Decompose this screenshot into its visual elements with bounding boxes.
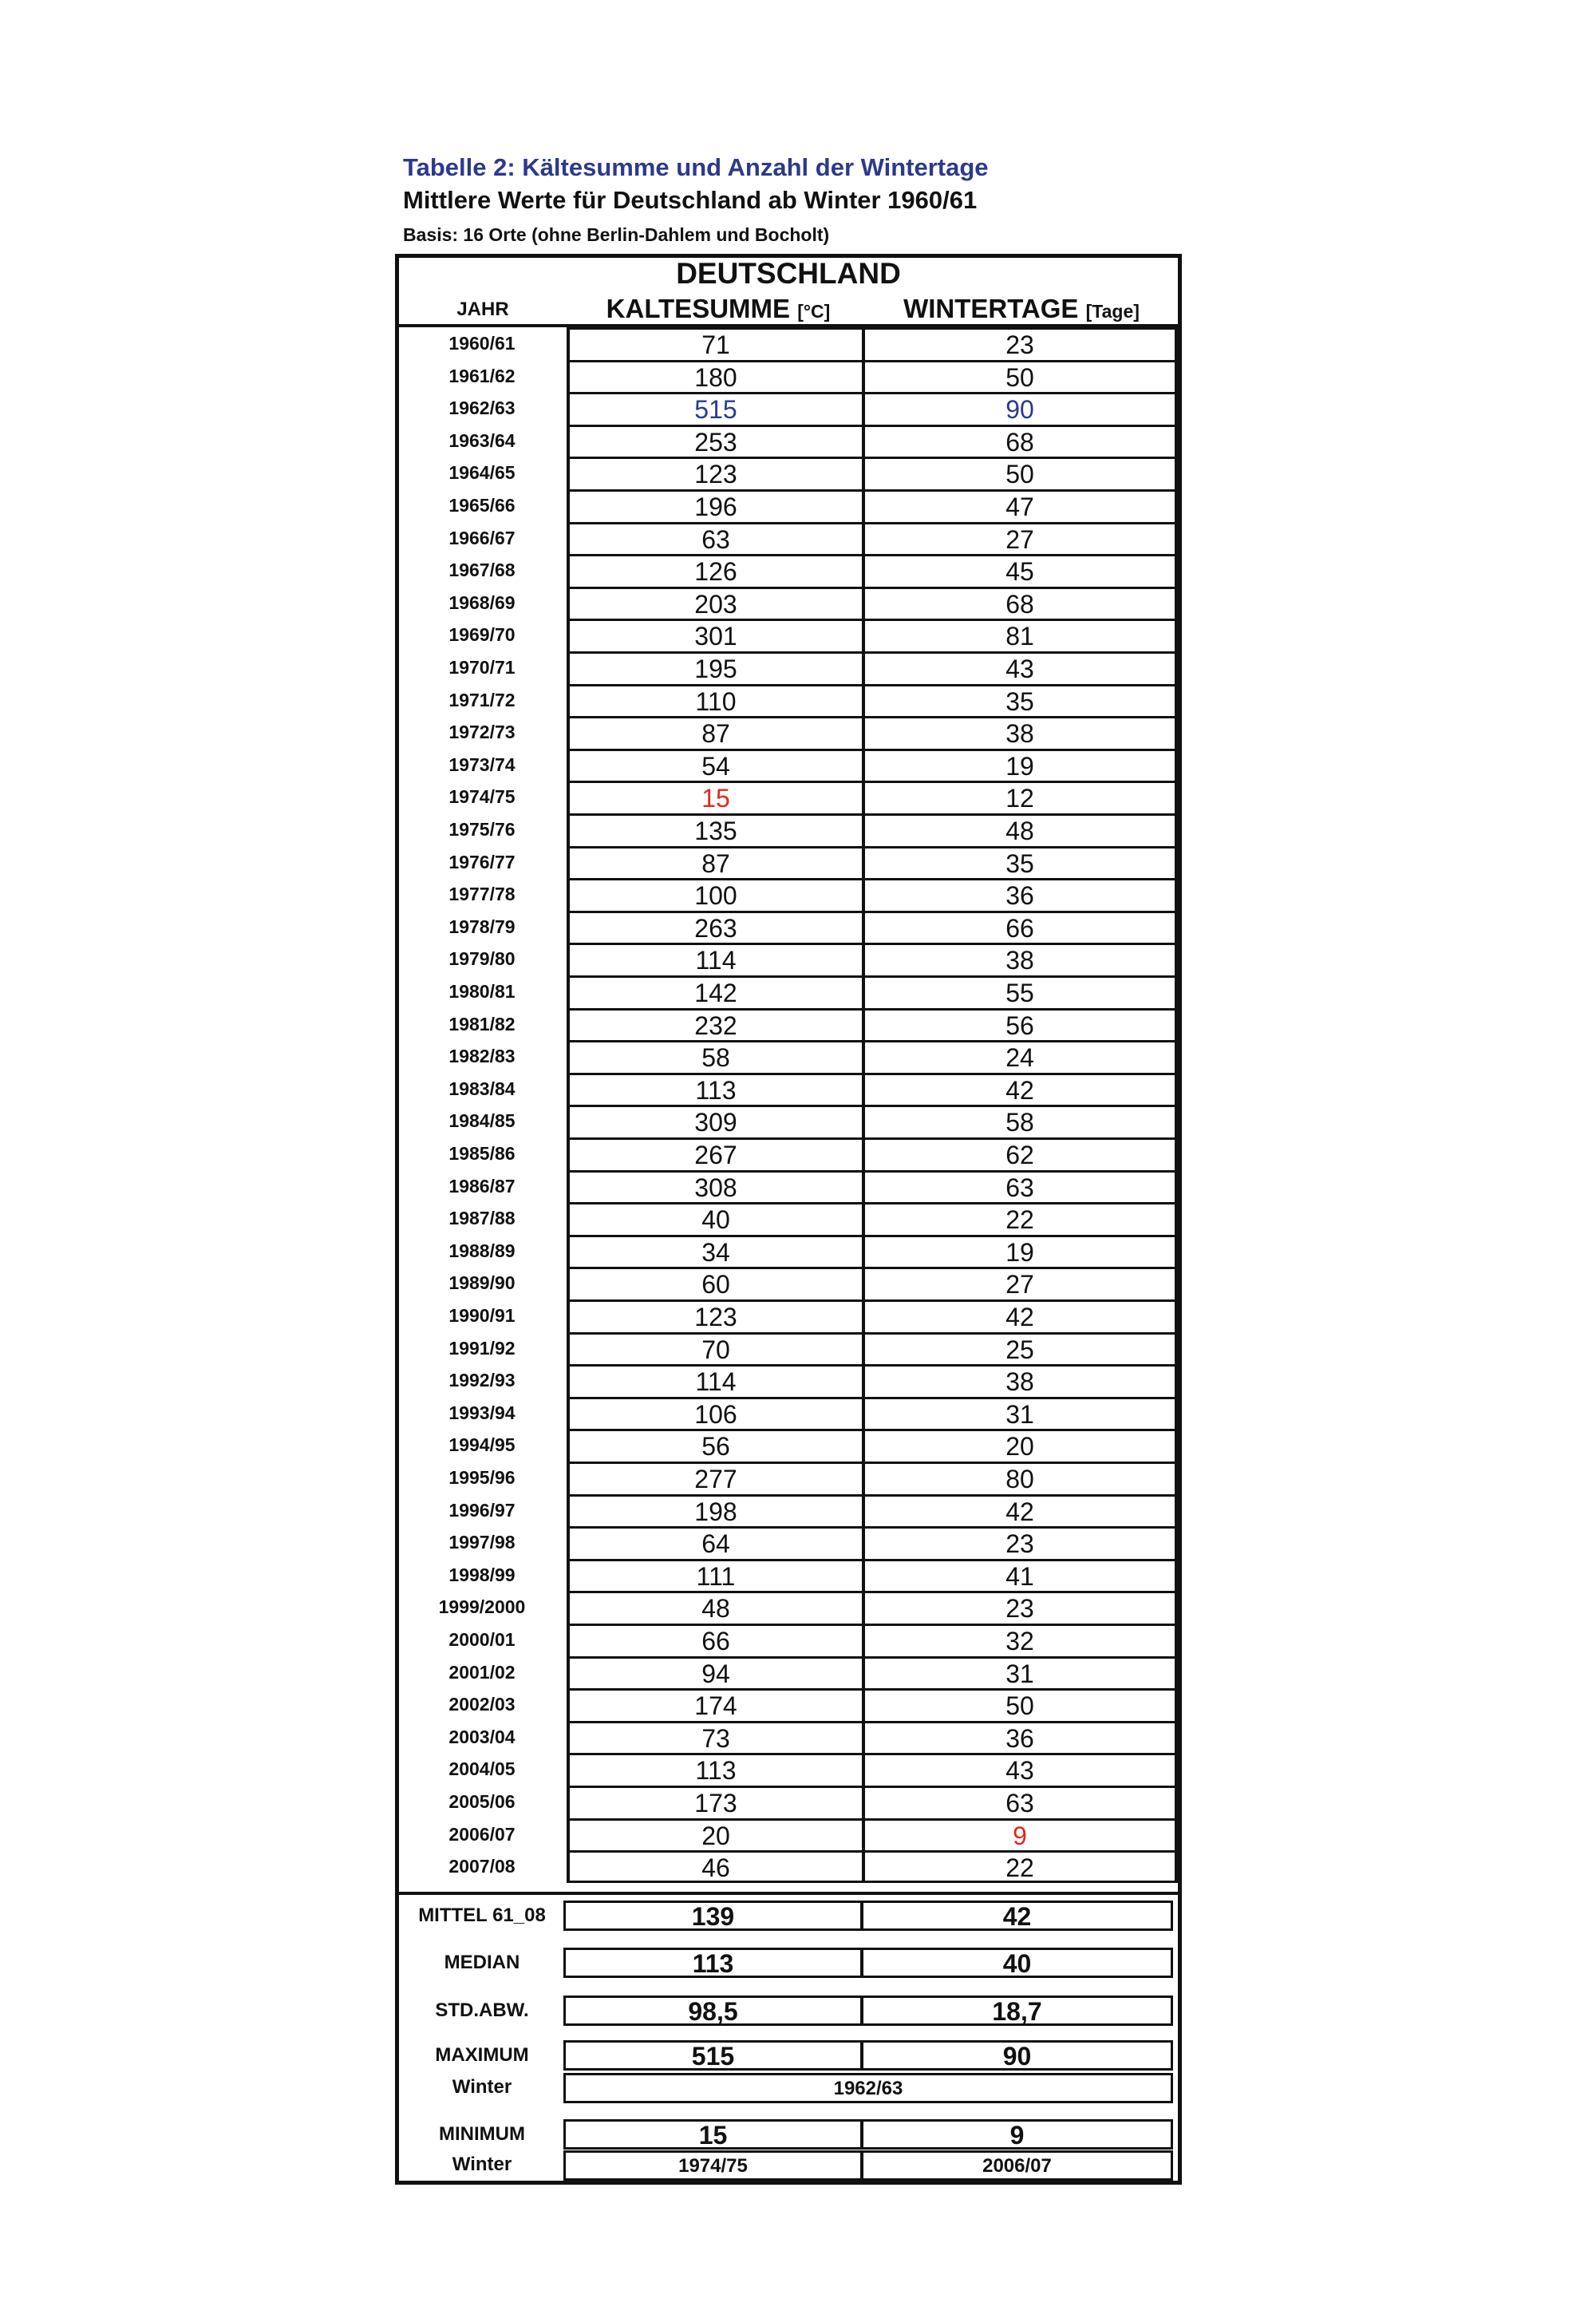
table-row: [399, 522, 1178, 555]
cell-kaltesumme: 70: [567, 1332, 863, 1365]
cell-wintertage: 19: [863, 1235, 1178, 1268]
cell-kaltesumme: 263: [567, 911, 863, 943]
cell-kaltesumme: 113: [567, 1753, 863, 1786]
cell-wintertage: 68: [863, 425, 1178, 457]
stat-label-std: STD.ABW.: [435, 1999, 529, 2021]
cell-kaltesumme: 174: [567, 1688, 863, 1721]
column-header-year: JAHR: [456, 299, 509, 320]
cell-wintertage: 41: [863, 1559, 1178, 1592]
stat-label-maximum: MAXIMUM: [435, 2044, 529, 2066]
cell-wintertage: 68: [863, 587, 1178, 619]
table-row: [399, 1559, 1178, 1592]
table-basis-note: Basis: 16 Orte (ohne Berlin-Dahlem und Bocholt): [403, 224, 830, 245]
cell-year: 1989/90: [448, 1272, 516, 1294]
stat-label-min-winter: Winter: [452, 2154, 512, 2175]
cell-wintertage: 23: [863, 1591, 1178, 1624]
cell-year: 1973/74: [448, 754, 516, 775]
cell-wintertage: 80: [863, 1462, 1178, 1494]
table-row: [399, 1073, 1178, 1106]
cell-kaltesumme: 267: [567, 1137, 863, 1170]
table-row: [399, 1364, 1178, 1397]
cell-kaltesumme: 71: [567, 327, 863, 360]
cell-wintertage: 36: [863, 878, 1178, 911]
cell-year: 1995/96: [448, 1467, 516, 1488]
column-header-wintertage: [870, 294, 1173, 324]
stat-max-wintertage: 90: [862, 2040, 1173, 2071]
table-row: [399, 1105, 1178, 1137]
stat-mittel-wintertage: 42: [862, 1901, 1173, 1931]
cell-kaltesumme: 232: [567, 1008, 863, 1041]
cell-wintertage: 31: [863, 1397, 1178, 1430]
cell-year: 2002/03: [448, 1694, 516, 1715]
cell-wintertage: 38: [863, 1364, 1178, 1397]
table-row: [399, 1462, 1178, 1494]
cell-kaltesumme: 48: [567, 1591, 863, 1624]
cell-wintertage: 56: [863, 1008, 1178, 1041]
column-header-wintertage-label: WINTERTAGE: [903, 294, 1079, 323]
stat-min-wintertage-year: 2006/07: [862, 2150, 1173, 2181]
cell-kaltesumme: 20: [567, 1818, 863, 1851]
table-row: [399, 425, 1178, 457]
table-row: [399, 975, 1178, 1008]
table-row: [399, 1591, 1178, 1624]
cell-wintertage: 38: [863, 716, 1178, 749]
column-header-kaltesumme-unit: [°C]: [797, 301, 831, 322]
cell-year: 1970/71: [448, 657, 516, 678]
table-row: [399, 1721, 1178, 1754]
cell-kaltesumme: 111: [567, 1559, 863, 1592]
cell-wintertage: 42: [863, 1073, 1178, 1106]
cell-wintertage: 43: [863, 651, 1178, 684]
cell-kaltesumme: 58: [567, 1040, 863, 1073]
cell-year: 1983/84: [448, 1078, 516, 1099]
cell-year: 1979/80: [448, 948, 516, 970]
cell-wintertage: 38: [863, 943, 1178, 975]
cell-kaltesumme: 253: [567, 425, 863, 457]
cell-year: 1965/66: [448, 495, 516, 516]
cell-kaltesumme: 277: [567, 1462, 863, 1494]
cell-wintertage: 35: [863, 684, 1178, 717]
cell-wintertage: 23: [863, 1526, 1178, 1559]
cell-year: 1999/2000: [438, 1596, 526, 1618]
cell-wintertage: 25: [863, 1332, 1178, 1365]
cell-wintertage: 66: [863, 911, 1178, 943]
stat-mittel-kaltesumme: 139: [563, 1901, 862, 1931]
table-row: [399, 1688, 1178, 1721]
cell-wintertage: 63: [863, 1170, 1178, 1203]
cell-year: 1963/64: [448, 429, 516, 451]
cell-wintertage: 20: [863, 1429, 1178, 1462]
table-row: [399, 327, 1178, 360]
stats-divider: [395, 1892, 1182, 1895]
cell-kaltesumme: 94: [567, 1656, 863, 1689]
table-row: [399, 781, 1178, 813]
cell-year: 1975/76: [448, 819, 516, 840]
cell-wintertage: 47: [863, 489, 1178, 522]
cell-year: 1992/93: [448, 1370, 516, 1391]
table-row: [399, 684, 1178, 717]
table-row: [399, 360, 1178, 393]
cell-wintertage: 24: [863, 1040, 1178, 1073]
table-row: [399, 1235, 1178, 1268]
cell-kaltesumme: 110: [567, 684, 863, 717]
cell-kaltesumme: 301: [567, 619, 863, 651]
stat-max-kaltesumme: 515: [563, 2040, 862, 2071]
stat-min-kaltesumme: 15: [563, 2119, 862, 2150]
cell-year: 1971/72: [448, 689, 516, 710]
stat-min-kaltesumme-year: 1974/75: [563, 2150, 862, 2181]
cell-kaltesumme: 123: [567, 1299, 863, 1332]
cell-kaltesumme: 100: [567, 878, 863, 911]
stat-label-mittel: MITTEL 61_08: [418, 1905, 546, 1926]
cell-kaltesumme: 203: [567, 587, 863, 619]
table-row: [399, 911, 1178, 943]
cell-year: 1986/87: [448, 1175, 516, 1197]
cell-year: 1968/69: [448, 591, 516, 613]
cell-kaltesumme: 113: [567, 1073, 863, 1106]
stat-median-wintertage: 40: [862, 1948, 1173, 1978]
cell-kaltesumme: 15: [567, 781, 863, 813]
table-row: [399, 1299, 1178, 1332]
cell-year: 1977/78: [448, 884, 516, 905]
cell-kaltesumme: 198: [567, 1494, 863, 1527]
cell-kaltesumme: 515: [567, 392, 863, 425]
table-row: [399, 457, 1178, 489]
cell-kaltesumme: 135: [567, 813, 863, 846]
cell-kaltesumme: 87: [567, 716, 863, 749]
table-title: Tabelle 2: Kältesumme und Anzahl der Wintertage: [403, 153, 989, 181]
cell-kaltesumme: 64: [567, 1526, 863, 1559]
cell-wintertage: 22: [863, 1202, 1178, 1235]
table-row: [399, 1786, 1178, 1818]
cell-kaltesumme: 123: [567, 457, 863, 489]
cell-wintertage: 50: [863, 360, 1178, 393]
table-row: [399, 1332, 1178, 1365]
cell-year: 1982/83: [448, 1046, 516, 1067]
cell-wintertage: 55: [863, 975, 1178, 1008]
cell-year: 1961/62: [448, 365, 516, 386]
cell-wintertage: 81: [863, 619, 1178, 651]
table-row: [399, 1656, 1178, 1689]
cell-kaltesumme: 106: [567, 1397, 863, 1430]
cell-wintertage: 48: [863, 813, 1178, 846]
cell-kaltesumme: 54: [567, 749, 863, 781]
table-row: [399, 1137, 1178, 1170]
table-row: [399, 1494, 1178, 1527]
column-header-wintertage-unit: [Tage]: [1085, 301, 1140, 322]
cell-kaltesumme: 180: [567, 360, 863, 393]
table-row: [399, 651, 1178, 684]
table-row: [399, 749, 1178, 781]
cell-year: 1978/79: [448, 916, 516, 937]
cell-kaltesumme: 142: [567, 975, 863, 1008]
cell-kaltesumme: 173: [567, 1786, 863, 1818]
cell-wintertage: 31: [863, 1656, 1178, 1689]
cell-year: 1960/61: [448, 333, 516, 354]
cell-wintertage: 9: [863, 1818, 1178, 1851]
table-row: [399, 1526, 1178, 1559]
cell-wintertage: 63: [863, 1786, 1178, 1818]
cell-kaltesumme: 46: [567, 1850, 863, 1883]
cell-wintertage: 36: [863, 1721, 1178, 1754]
cell-wintertage: 12: [863, 781, 1178, 813]
cell-wintertage: 58: [863, 1105, 1178, 1137]
table-row: [399, 813, 1178, 846]
stat-median-kaltesumme: 113: [563, 1948, 862, 1978]
table-row: [399, 1008, 1178, 1041]
cell-year: 2003/04: [448, 1726, 516, 1747]
region-header: DEUTSCHLAND: [676, 257, 901, 290]
table-row: [399, 1753, 1178, 1786]
table-row: [399, 1170, 1178, 1203]
cell-year: 2001/02: [448, 1661, 516, 1683]
cell-wintertage: 90: [863, 392, 1178, 425]
cell-year: 1967/68: [448, 560, 516, 581]
table-row: [399, 878, 1178, 911]
cell-kaltesumme: 60: [567, 1267, 863, 1299]
cell-year: 1994/95: [448, 1434, 516, 1456]
cell-kaltesumme: 87: [567, 846, 863, 879]
cell-year: 1998/99: [448, 1564, 516, 1585]
cell-kaltesumme: 56: [567, 1429, 863, 1462]
cell-year: 1991/92: [448, 1337, 516, 1359]
cell-kaltesumme: 114: [567, 943, 863, 975]
cell-year: 1966/67: [448, 527, 516, 548]
cell-year: 2006/07: [448, 1823, 516, 1845]
cell-year: 1985/86: [448, 1143, 516, 1164]
table-row: [399, 1818, 1178, 1851]
cell-year: 1990/91: [448, 1305, 516, 1326]
cell-kaltesumme: 63: [567, 522, 863, 555]
cell-kaltesumme: 40: [567, 1202, 863, 1235]
cell-kaltesumme: 126: [567, 554, 863, 587]
cell-year: 1972/73: [448, 722, 516, 743]
cell-kaltesumme: 196: [567, 489, 863, 522]
cell-wintertage: 27: [863, 522, 1178, 555]
cell-wintertage: 45: [863, 554, 1178, 587]
table-row: [399, 1202, 1178, 1235]
cell-kaltesumme: 309: [567, 1105, 863, 1137]
table-row: [399, 1429, 1178, 1462]
cell-year: 1996/97: [448, 1499, 516, 1521]
cell-wintertage: 32: [863, 1624, 1178, 1656]
table-row: [399, 489, 1178, 522]
stat-min-wintertage: 9: [862, 2119, 1173, 2150]
cell-year: 1969/70: [448, 624, 516, 646]
table-row: [399, 1850, 1178, 1883]
cell-year: 1981/82: [448, 1013, 516, 1034]
cell-year: 1988/89: [448, 1240, 516, 1261]
cell-kaltesumme: 195: [567, 651, 863, 684]
table-subtitle: Mittlere Werte für Deutschland ab Winter 1960/61: [403, 186, 978, 214]
table-row: [399, 619, 1178, 651]
stat-label-minimum: MINIMUM: [439, 2123, 525, 2145]
stat-label-max-winter: Winter: [452, 2076, 512, 2098]
cell-year: 2007/08: [448, 1856, 516, 1877]
cell-wintertage: 42: [863, 1299, 1178, 1332]
table-row: [399, 1267, 1178, 1299]
cell-year: 1962/63: [448, 398, 516, 419]
cell-year: 1987/88: [448, 1208, 516, 1229]
cell-wintertage: 43: [863, 1753, 1178, 1786]
column-header-kaltesumme-label: KALTESUMME: [606, 294, 791, 323]
cell-kaltesumme: 308: [567, 1170, 863, 1203]
cell-wintertage: 27: [863, 1267, 1178, 1299]
cell-wintertage: 50: [863, 457, 1178, 489]
cell-wintertage: 22: [863, 1850, 1178, 1883]
stat-std-kaltesumme: 98,5: [563, 1996, 862, 2026]
cell-year: 2004/05: [448, 1758, 516, 1780]
table-row: [399, 943, 1178, 975]
column-header-kaltesumme: [571, 294, 866, 324]
table-row: [399, 1624, 1178, 1656]
cell-year: 1964/65: [448, 462, 516, 484]
stat-max-winter-year: 1962/63: [563, 2073, 1173, 2103]
cell-year: 1976/77: [448, 851, 516, 872]
table-row: [399, 392, 1178, 425]
cell-wintertage: 19: [863, 749, 1178, 781]
cell-year: 1974/75: [448, 786, 516, 808]
cell-year: 2005/06: [448, 1791, 516, 1812]
cell-wintertage: 50: [863, 1688, 1178, 1721]
cell-year: 1984/85: [448, 1110, 516, 1132]
cell-wintertage: 23: [863, 327, 1178, 360]
cell-year: 1993/94: [448, 1402, 516, 1423]
table-row: [399, 1040, 1178, 1073]
table-row: [399, 846, 1178, 879]
stat-label-median: MEDIAN: [444, 1952, 520, 1973]
stat-std-wintertage: 18,7: [862, 1996, 1173, 2026]
table-row: [399, 716, 1178, 749]
cell-wintertage: 35: [863, 846, 1178, 879]
cell-year: 1997/98: [448, 1532, 516, 1553]
cell-year: 1980/81: [448, 981, 516, 1002]
cell-year: 2000/01: [448, 1629, 516, 1650]
cell-kaltesumme: 114: [567, 1364, 863, 1397]
table-row: [399, 554, 1178, 587]
cell-wintertage: 62: [863, 1137, 1178, 1170]
cell-wintertage: 42: [863, 1494, 1178, 1527]
table-row: [399, 1397, 1178, 1430]
cell-kaltesumme: 34: [567, 1235, 863, 1268]
cell-kaltesumme: 73: [567, 1721, 863, 1754]
table-row: [399, 587, 1178, 619]
cell-kaltesumme: 66: [567, 1624, 863, 1656]
